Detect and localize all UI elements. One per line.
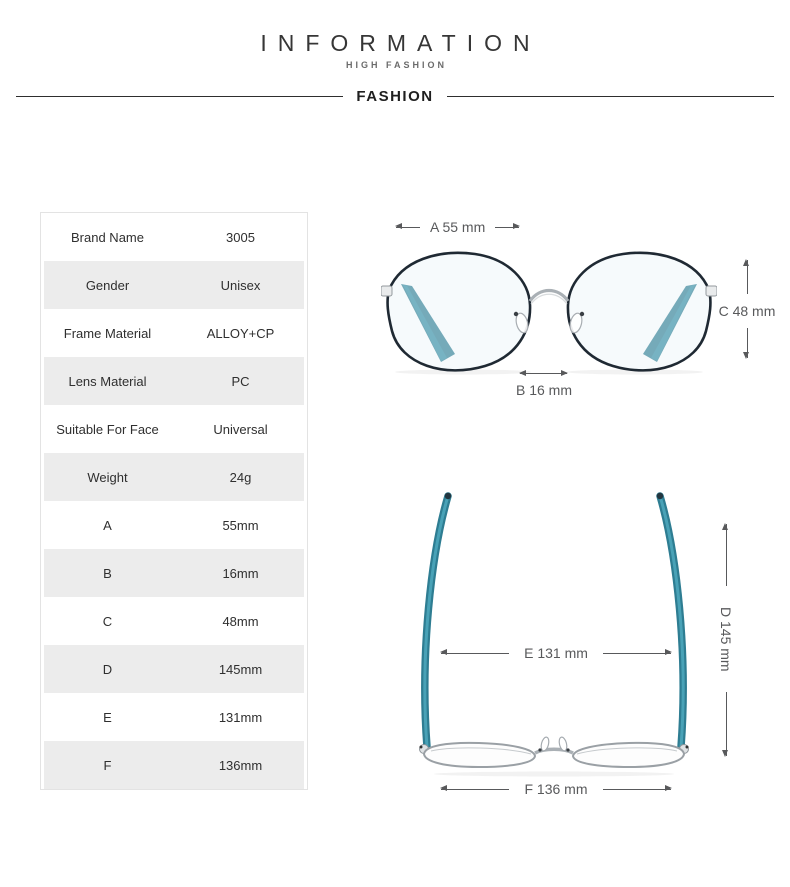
spec-label-cell: F [103, 757, 112, 773]
dimension-a [396, 219, 519, 235]
left-end-piece [381, 286, 392, 296]
spec-row [41, 549, 307, 597]
right-rim-top [573, 743, 684, 767]
spec-table [40, 212, 308, 790]
spec-label-cell: Gender [85, 277, 130, 293]
spec-value-cell: 16mm [222, 565, 259, 581]
spec-label-cell: Suitable For Face [56, 421, 159, 437]
dimension-d-label: D 145 mm [718, 606, 734, 672]
arrow-right-icon [495, 227, 519, 228]
spec-row [41, 453, 307, 501]
spec-value-cell: 3005 [226, 229, 255, 245]
arrow-left-icon [441, 653, 509, 654]
spec-row [41, 597, 307, 645]
spec-label-cell: Brand Name [71, 229, 144, 245]
dimension-e [441, 645, 671, 661]
spec-value-cell: 55mm [222, 517, 259, 533]
spec-label-cell: Weight [87, 469, 128, 485]
arrow-left-icon [396, 227, 420, 228]
spec-value-cell: 24g [229, 469, 252, 485]
divider-label: FASHION [356, 87, 434, 105]
spec-row [41, 309, 307, 357]
dimension-a-label: A 55 mm [430, 219, 486, 235]
arrow-up-icon [747, 260, 748, 294]
spec-label-cell: Lens Material [68, 373, 147, 389]
spec-row [41, 261, 307, 309]
dimension-f-label: F 136 mm [524, 781, 588, 797]
arrow-down-icon [726, 692, 727, 756]
dimension-e-label: E 131 mm [524, 645, 588, 661]
arrow-up-icon [726, 524, 727, 586]
spec-value-cell: 136mm [218, 757, 263, 773]
page-subtitle: HIGH FASHION [345, 60, 447, 70]
dimension-c-label: C 48 mm [718, 303, 776, 319]
left-rim-top [424, 743, 535, 767]
glasses-top-view [404, 486, 704, 778]
arrow-down-icon [747, 328, 748, 358]
spec-value-cell: ALLOY+CP [206, 325, 275, 341]
spec-value-cell: PC [231, 373, 250, 389]
spec-row [41, 213, 307, 261]
right-lens-group [568, 253, 717, 371]
left-temple [425, 493, 451, 747]
spec-value-cell: 145mm [218, 661, 263, 677]
spec-label-cell: A [103, 517, 112, 533]
dimension-c [716, 260, 778, 358]
spec-row [41, 741, 307, 789]
spec-row [41, 405, 307, 453]
arrow-right-icon [603, 789, 671, 790]
spec-label-cell: B [103, 565, 112, 581]
right-temple [657, 493, 683, 747]
dimension-b-label: B 16 mm [515, 382, 572, 398]
dimension-b-arrow double-arrow-icon [520, 373, 567, 374]
spec-label-cell: D [102, 661, 113, 677]
spec-row [41, 501, 307, 549]
dimension-d [703, 524, 749, 756]
dimension-f [441, 781, 671, 797]
spec-row [41, 357, 307, 405]
arrow-right-icon [603, 653, 671, 654]
spec-label-cell: Frame Material [63, 325, 152, 341]
divider-line-right [447, 96, 774, 97]
divider-line-left [16, 96, 343, 97]
left-lens [388, 253, 530, 371]
glasses-front-view [381, 244, 717, 376]
fashion-divider [16, 87, 774, 105]
spec-label-cell: E [103, 709, 112, 725]
spec-value-cell: 48mm [222, 613, 259, 629]
spec-row [41, 693, 307, 741]
spec-value-cell: Unisex [220, 277, 261, 293]
arrow-left-icon [441, 789, 509, 790]
page-title: INFORMATION [260, 30, 541, 56]
spec-label-cell: C [102, 613, 113, 629]
frame-front-top [420, 736, 689, 767]
left-lens-group [381, 253, 530, 371]
right-lens [568, 253, 710, 371]
spec-row [41, 645, 307, 693]
spec-value-cell: 131mm [218, 709, 263, 725]
spec-value-cell: Universal [213, 421, 268, 437]
